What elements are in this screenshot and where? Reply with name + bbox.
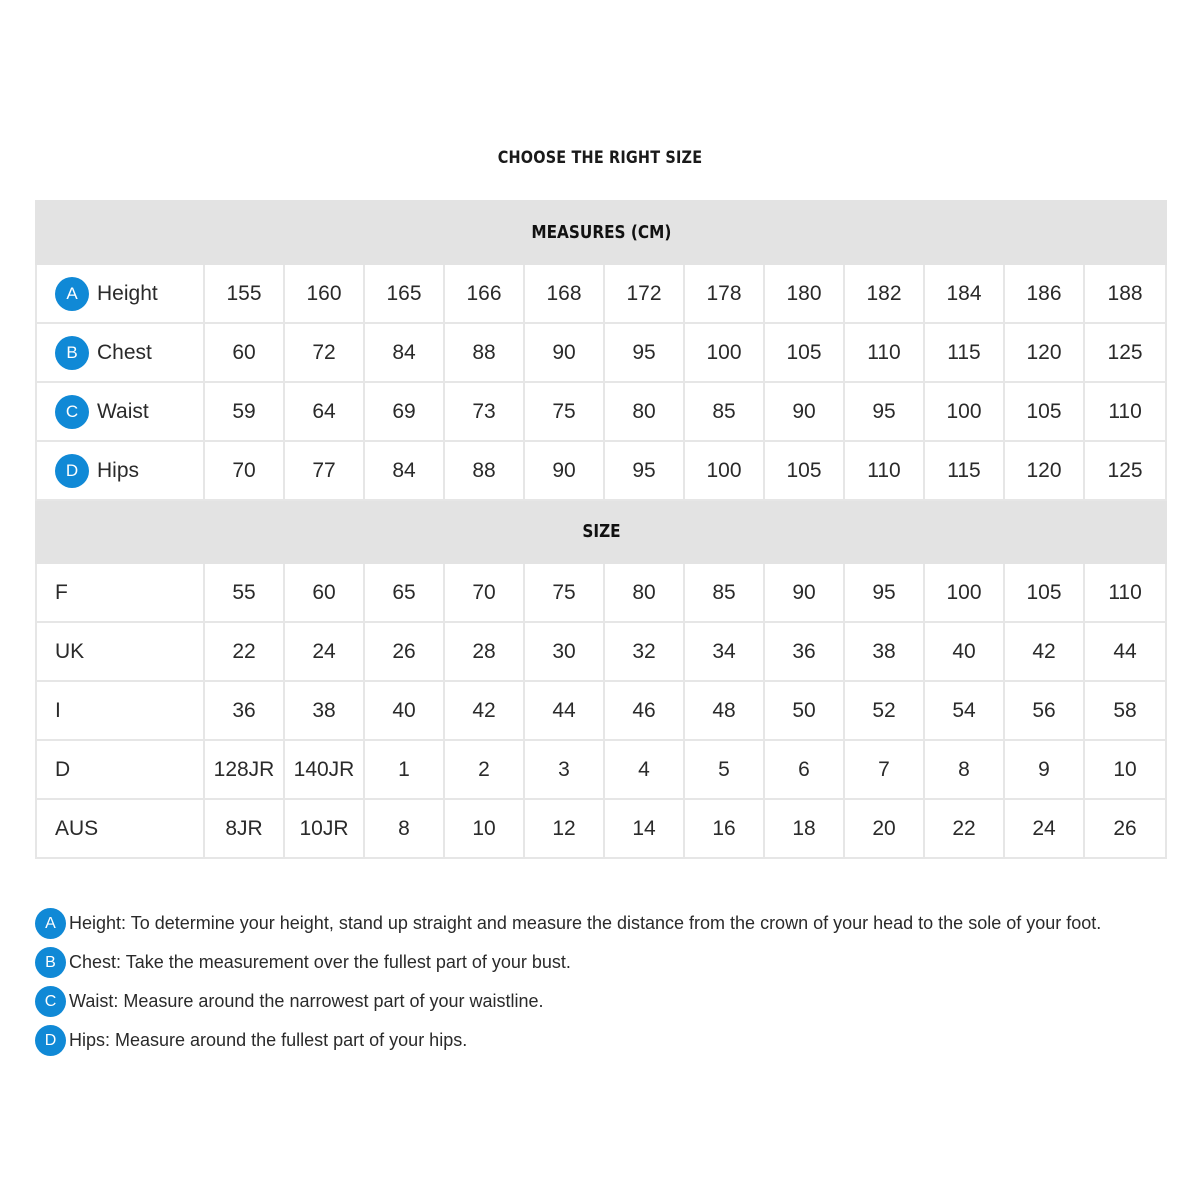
note-text: Chest: Take the measurement over the fullest part of your bust. [69, 952, 571, 972]
measure-badge-icon: A [55, 277, 89, 311]
table-cell: 60 [284, 563, 364, 622]
row-label: Waist [97, 399, 149, 423]
table-cell: 73 [444, 382, 524, 441]
measures-header-cell [36, 201, 1166, 264]
row-label: Height [97, 281, 158, 305]
table-cell: 55 [204, 563, 284, 622]
table-cell: 8 [924, 740, 1004, 799]
table-row [36, 681, 1166, 740]
table-cell: 120 [1004, 323, 1084, 382]
table-cell: 166 [444, 264, 524, 323]
row-label: Hips [97, 458, 140, 482]
table-cell: 100 [684, 441, 764, 500]
note-badge-icon: C [35, 986, 66, 1017]
table-cell: 100 [924, 563, 1004, 622]
table-cell: 22 [204, 622, 284, 681]
table-cell: 4 [604, 740, 684, 799]
table-cell: 184 [924, 264, 1004, 323]
table-cell: 2 [444, 740, 524, 799]
table-cell: 160 [284, 264, 364, 323]
table-cell: 42 [444, 681, 524, 740]
table-cell: 75 [524, 382, 604, 441]
measures-header-text: MEASURES (CM) [531, 222, 672, 243]
table-cell: 5 [684, 740, 764, 799]
table-cell: 38 [284, 681, 364, 740]
table-cell: 65 [364, 563, 444, 622]
table-cell: 186 [1004, 264, 1084, 323]
table-cell: 105 [1004, 382, 1084, 441]
table-cell: 70 [204, 441, 284, 500]
table-cell: 16 [684, 799, 764, 858]
table-cell: 155 [204, 264, 284, 323]
table-row [36, 264, 1166, 323]
table-row [36, 799, 1166, 858]
row-label-cell [36, 740, 204, 799]
note-item [35, 1024, 1165, 1057]
table-cell: 30 [524, 622, 604, 681]
table-cell: 36 [764, 622, 844, 681]
table-row [36, 563, 1166, 622]
table-cell: 105 [764, 441, 844, 500]
table-cell: 59 [204, 382, 284, 441]
row-label-cell [36, 681, 204, 740]
table-cell: 69 [364, 382, 444, 441]
note-badge-icon: D [35, 1025, 66, 1056]
table-cell: 40 [364, 681, 444, 740]
table-cell: 26 [364, 622, 444, 681]
note-badge-icon: B [35, 947, 66, 978]
table-cell: 64 [284, 382, 364, 441]
table-cell: 1 [364, 740, 444, 799]
table-cell: 44 [1084, 622, 1166, 681]
table-cell: 52 [844, 681, 924, 740]
table-cell: 110 [844, 441, 924, 500]
table-cell: 10 [1084, 740, 1166, 799]
table-cell: 172 [604, 264, 684, 323]
table-cell: 120 [1004, 441, 1084, 500]
table-cell: 110 [1084, 563, 1166, 622]
table-cell: 24 [1004, 799, 1084, 858]
table-cell: 20 [844, 799, 924, 858]
table-cell: 10JR [284, 799, 364, 858]
note-text: Height: To determine your height, stand up straight and measure the distance from the crown of your head to the sole of your foot. [69, 913, 1102, 933]
row-label-cell [36, 382, 204, 441]
table-cell: 50 [764, 681, 844, 740]
table-cell: 54 [924, 681, 1004, 740]
table-cell: 95 [604, 323, 684, 382]
note-badge-icon: A [35, 908, 66, 939]
table-cell: 14 [604, 799, 684, 858]
table-cell: 178 [684, 264, 764, 323]
table-cell: 125 [1084, 323, 1166, 382]
measurement-notes [35, 907, 1165, 1063]
table-row [36, 740, 1166, 799]
row-label: UK [55, 639, 85, 663]
table-cell: 46 [604, 681, 684, 740]
table-cell: 18 [764, 799, 844, 858]
row-label: Chest [97, 340, 152, 364]
table-cell: 188 [1084, 264, 1166, 323]
table-cell: 110 [1084, 382, 1166, 441]
table-cell: 95 [844, 563, 924, 622]
table-cell: 100 [924, 382, 1004, 441]
table-cell: 36 [204, 681, 284, 740]
table-cell: 140JR [284, 740, 364, 799]
table-cell: 40 [924, 622, 1004, 681]
table-cell: 24 [284, 622, 364, 681]
table-row [36, 622, 1166, 681]
note-text: Hips: Measure around the fullest part of your hips. [69, 1030, 468, 1050]
size-header-text: SIZE [581, 521, 621, 542]
table-cell: 115 [924, 323, 1004, 382]
table-cell: 60 [204, 323, 284, 382]
row-label: D [55, 757, 71, 781]
table-cell: 44 [524, 681, 604, 740]
table-cell: 28 [444, 622, 524, 681]
table-cell: 22 [924, 799, 1004, 858]
table-cell: 48 [684, 681, 764, 740]
table-cell: 34 [684, 622, 764, 681]
page-title: CHOOSE THE RIGHT SIZE [497, 148, 703, 168]
table-cell: 58 [1084, 681, 1166, 740]
table-cell: 90 [524, 441, 604, 500]
table-cell: 105 [764, 323, 844, 382]
table-cell: 32 [604, 622, 684, 681]
table-cell: 10 [444, 799, 524, 858]
table-cell: 84 [364, 441, 444, 500]
measure-badge-icon: B [55, 336, 89, 370]
table-cell: 182 [844, 264, 924, 323]
table-cell: 12 [524, 799, 604, 858]
table-cell: 105 [1004, 563, 1084, 622]
table-cell: 180 [764, 264, 844, 323]
table-cell: 84 [364, 323, 444, 382]
table-cell: 88 [444, 323, 524, 382]
table-cell: 128JR [204, 740, 284, 799]
row-label: I [55, 698, 61, 722]
row-label-cell [36, 264, 204, 323]
table-cell: 72 [284, 323, 364, 382]
note-item [35, 907, 1165, 940]
table-cell: 80 [604, 563, 684, 622]
row-label-cell [36, 622, 204, 681]
table-cell: 110 [844, 323, 924, 382]
table-cell: 70 [444, 563, 524, 622]
table-cell: 3 [524, 740, 604, 799]
table-cell: 26 [1084, 799, 1166, 858]
size-header [36, 500, 1166, 563]
table-cell: 6 [764, 740, 844, 799]
table-cell: 90 [524, 323, 604, 382]
table-cell: 8JR [204, 799, 284, 858]
table-cell: 7 [844, 740, 924, 799]
row-label-cell [36, 563, 204, 622]
row-label-cell [36, 323, 204, 382]
size-chart-table [35, 200, 1167, 859]
table-cell: 90 [764, 382, 844, 441]
note-item [35, 985, 1165, 1018]
table-row [36, 323, 1166, 382]
table-cell: 8 [364, 799, 444, 858]
row-label: F [55, 580, 68, 604]
table-cell: 168 [524, 264, 604, 323]
table-row [36, 441, 1166, 500]
table-cell: 38 [844, 622, 924, 681]
table-cell: 77 [284, 441, 364, 500]
note-item [35, 946, 1165, 979]
table-cell: 9 [1004, 740, 1084, 799]
table-cell: 75 [524, 563, 604, 622]
table-cell: 80 [604, 382, 684, 441]
table-cell: 85 [684, 382, 764, 441]
row-label-cell [36, 441, 204, 500]
measure-badge-icon: C [55, 395, 89, 429]
table-row [36, 382, 1166, 441]
note-text: Waist: Measure around the narrowest part of your waistline. [69, 991, 544, 1011]
table-cell: 95 [844, 382, 924, 441]
size-header-cell [36, 500, 1166, 563]
row-label: AUS [55, 816, 99, 840]
row-label-cell [36, 799, 204, 858]
table-cell: 165 [364, 264, 444, 323]
table-cell: 85 [684, 563, 764, 622]
measures-header [36, 201, 1166, 264]
table-cell: 95 [604, 441, 684, 500]
table-cell: 42 [1004, 622, 1084, 681]
table-cell: 88 [444, 441, 524, 500]
table-cell: 100 [684, 323, 764, 382]
measure-badge-icon: D [55, 454, 89, 488]
table-cell: 90 [764, 563, 844, 622]
table-cell: 115 [924, 441, 1004, 500]
table-cell: 125 [1084, 441, 1166, 500]
table-cell: 56 [1004, 681, 1084, 740]
